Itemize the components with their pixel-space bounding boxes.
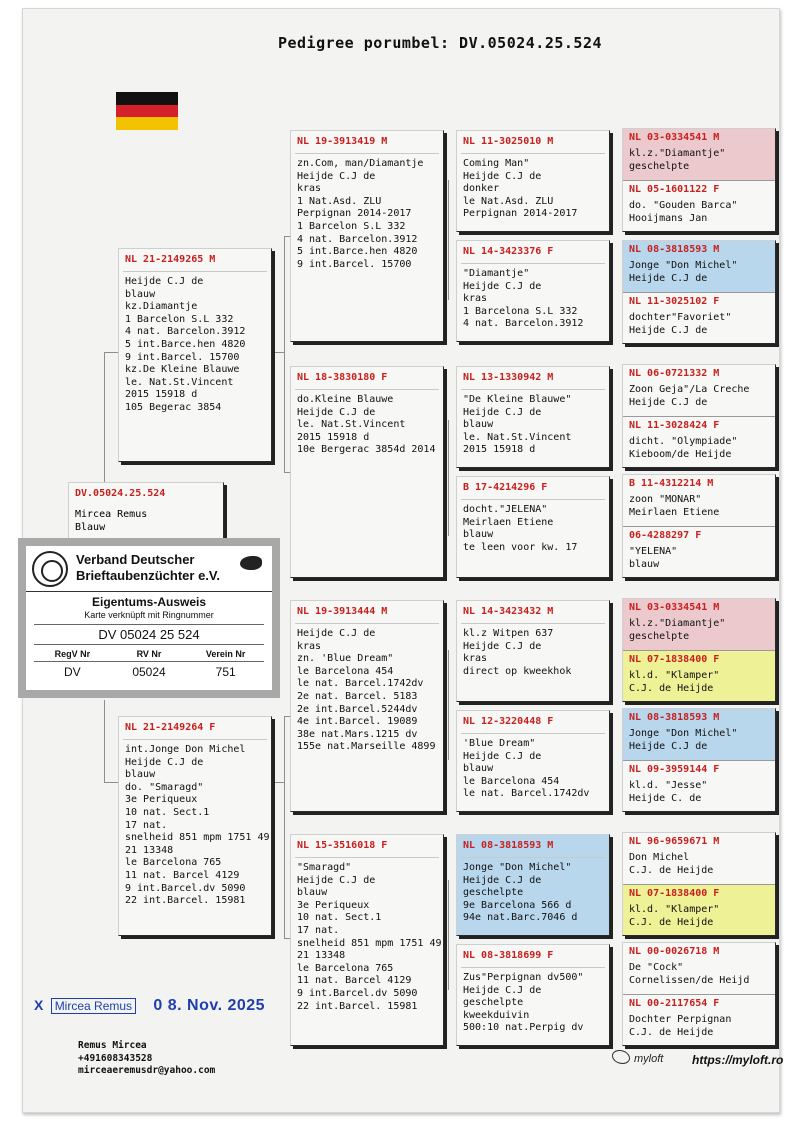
grandparent-ring: NL 18-3830180 F	[297, 372, 388, 383]
myloft-logo-icon	[612, 1050, 630, 1064]
gen4-entry	[623, 416, 775, 467]
ownership-card	[18, 538, 280, 698]
flag-stripe-gold	[116, 117, 178, 130]
flag-stripe-red	[116, 105, 178, 118]
owner-stamp	[34, 997, 265, 1015]
germany-flag-icon	[116, 92, 178, 130]
grandparent-card	[290, 366, 444, 578]
subject-pigeon-card	[68, 482, 224, 544]
gen4-pair	[622, 598, 776, 702]
great-grandparent-card	[456, 710, 610, 812]
great-grandparent-card	[456, 240, 610, 342]
great-grandparent-details: 'Blue Dream" Heijde C.J de blauw le Barcelona 454 le nat. Barcel.1742dv	[463, 738, 590, 800]
connector	[448, 650, 449, 760]
gen4-entry	[623, 180, 775, 231]
ownership-col	[111, 647, 188, 682]
ownership-col	[34, 647, 111, 682]
gen4-entry	[623, 365, 775, 416]
association-name-line1: Verband Deutscher	[76, 552, 195, 567]
grandparent-ring: NL 19-3913419 M	[297, 136, 388, 147]
ownership-col-header: RV Nr	[111, 647, 188, 662]
gen4-details: kl.z."Diamantje" geschelpte	[629, 618, 726, 642]
brand-name: myloft	[634, 1053, 664, 1065]
grandparent-details: "Smaragd" Heijde C.J de blauw 3e Periqueux 10 nat. Sect.1 17 nat. snelheid 851 mpm 1751 49 21 13348 le Barcelona 765 11 nat. Barcel 4129 9 int.Barcel.dv 5090 22 int.Barcel. 15981	[297, 862, 442, 1012]
gen4-ring: B 11-4312214 M	[629, 478, 714, 489]
connector	[104, 700, 105, 782]
gen4-entry	[623, 994, 775, 1045]
great-grandparent-ring: NL 14-3423376 F	[463, 246, 554, 257]
great-grandparent-details: docht."JELENA" Meirlaen Etiene blauw te leen voor kw. 17	[463, 504, 578, 553]
pigeon-icon	[240, 556, 262, 570]
gen4-details: zoon "MONAR" Meirlaen Etiene	[629, 494, 720, 518]
great-grandparent-details: kl.z Witpen 637 Heijde C.J de kras direct op kweekhok	[463, 628, 572, 677]
ownership-col-header: RegV Nr	[34, 647, 111, 662]
great-grandparent-card	[456, 600, 610, 702]
great-grandparent-ring: NL 08-3818699 F	[463, 950, 554, 961]
association-name	[76, 552, 220, 584]
great-grandparent-card	[456, 130, 610, 232]
gen4-ring: NL 03-0334541 M	[629, 132, 720, 143]
gen4-entry	[623, 241, 775, 292]
gen4-ring: NL 11-3028424 F	[629, 420, 720, 431]
association-name-line2: Brieftaubenzüchter e.V.	[76, 568, 221, 583]
ownership-card-header	[26, 546, 272, 592]
great-grandparent-ring: NL 14-3423432 M	[463, 606, 554, 617]
gen4-details: kl.d. "Klamper" C.J. de Heijde	[629, 904, 720, 928]
gen4-ring: NL 96-9659671 M	[629, 836, 720, 847]
sire-details: Heijde C.J de blauw kz.Diamantje 1 Barcelon S.L 332 4 nat. Barcelon.3912 5 int.Barce.hen 4820 9 int.Barcel. 15700 kz.De Kleine Blauwe le. Nat.St.Vincent 2015 15918 d 105 Begerac 3854	[125, 276, 246, 413]
grandparent-ring: NL 19-3913444 M	[297, 606, 388, 617]
connector	[448, 420, 449, 536]
gen4-details: dochter"Favoriet" Heijde C.J de	[629, 312, 732, 336]
gen4-entry	[623, 650, 775, 701]
sire-card	[118, 248, 272, 462]
connector	[284, 236, 285, 472]
gen4-entry	[623, 943, 775, 994]
gen4-details: Don Michel C.J. de Heijde	[629, 852, 714, 876]
gen4-pair	[622, 474, 776, 578]
gen4-entry	[623, 475, 775, 526]
gen4-pair	[622, 942, 776, 1046]
ownership-number-table	[34, 647, 264, 682]
great-grandparent-card	[456, 476, 610, 578]
great-grandparent-details: Coming Man" Heijde C.J de donker le Nat.Asd. ZLU Perpignan 2014-2017	[463, 158, 578, 220]
website-link[interactable]: https://myloft.ro	[692, 1053, 784, 1067]
connector	[272, 782, 284, 783]
contact-email: mirceaeremusdr@yahoo.com	[78, 1065, 216, 1076]
gen4-details: Jonge "Don Michel" Heijde C.J de	[629, 260, 738, 284]
great-grandparent-ring: NL 12-3220448 F	[463, 716, 554, 727]
gen4-details: Zoon Geja"/La Creche Heijde C.J de	[629, 384, 750, 408]
ownership-card-body	[26, 546, 272, 690]
great-grandparent-details: Jonge "Don Michel" Heijde C.J de geschelpte 9e Barcelona 566 d 94e nat.Barc.7046 d	[463, 862, 578, 924]
gen4-entry	[623, 709, 775, 760]
ownership-col-header: Verein Nr	[187, 647, 264, 662]
grandparent-card	[290, 130, 444, 342]
gen4-ring: NL 11-3025102 F	[629, 296, 720, 307]
gen4-ring: NL 08-3818593 M	[629, 712, 720, 723]
owner-contact	[78, 1040, 215, 1078]
stamp-date: 0 8. Nov. 2025	[153, 997, 266, 1014]
subject-details: Mircea Remus Blauw	[75, 509, 148, 533]
gen4-ring: 06-4288297 F	[629, 530, 702, 541]
gen4-pair	[622, 832, 776, 936]
connector	[448, 180, 449, 300]
great-grandparent-ring: B 17-4214296 F	[463, 482, 548, 493]
great-grandparent-details: "De Kleine Blauwe" Heijde C.J de blauw le. Nat.St.Vincent 2015 15918 d	[463, 394, 572, 456]
gen4-entry	[623, 833, 775, 884]
gen4-details: kl.d. "Klamper" C.J. de Heijde	[629, 670, 720, 694]
grandparent-details: do.Kleine Blauwe Heijde C.J de le. Nat.St.Vincent 2015 15918 d 10e Bergerac 3854d 2014	[297, 394, 436, 456]
gen4-ring: NL 05-1601122 F	[629, 184, 720, 195]
great-grandparent-card	[456, 944, 610, 1046]
contact-phone: +491608343528	[78, 1052, 153, 1064]
great-grandparent-ring: NL 08-3818593 M	[463, 840, 554, 851]
connector	[284, 716, 285, 938]
gen4-details: Jonge "Don Michel" Heijde C.J de	[629, 728, 738, 752]
ownership-col-value: 05024	[132, 665, 166, 679]
stamp-name: Mircea Remus	[51, 998, 136, 1014]
ownership-col	[187, 647, 264, 682]
great-grandparent-details: "Diamantje" Heijde C.J de kras 1 Barcelona S.L 332 4 nat. Barcelon.3912	[463, 268, 584, 330]
grandparent-card	[290, 834, 444, 1046]
gen4-entry	[623, 129, 775, 180]
contact-name: Remus Mircea	[78, 1040, 147, 1051]
gen4-ring: NL 09-3959144 F	[629, 764, 720, 775]
gen4-ring: NL 07-1838400 F	[629, 888, 720, 899]
ownership-ring-number: DV 05024 25 524	[34, 624, 264, 645]
connector	[104, 352, 105, 486]
gen4-entry	[623, 760, 775, 811]
dam-card	[118, 716, 272, 936]
gen4-ring: NL 07-1838400 F	[629, 654, 720, 665]
association-logo-icon	[32, 551, 68, 587]
great-grandparent-ring: NL 11-3025010 M	[463, 136, 554, 147]
gen4-ring: NL 03-0334541 M	[629, 602, 720, 613]
gen4-details: Dochter Perpignan C.J. de Heijde	[629, 1014, 732, 1038]
gen4-pair	[622, 708, 776, 812]
subject-ring: DV.05024.25.524	[75, 488, 166, 499]
gen4-pair	[622, 128, 776, 232]
gen4-ring: NL 08-3818593 M	[629, 244, 720, 255]
gen4-entry	[623, 599, 775, 650]
gen4-entry	[623, 526, 775, 577]
sire-ring: NL 21-2149265 M	[125, 254, 216, 265]
gen4-pair	[622, 364, 776, 468]
flag-stripe-black	[116, 92, 178, 105]
dam-details: int.Jonge Don Michel Heijde C.J de blauw do. "Smaragd" 3e Periqueux 10 nat. Sect.1 17 nat. snelheid 851 mpm 1751 49 21 13348 le Barcelona 765 11 nat. Barcel 4129 9 int.Barcel.dv 5090 22 int.Barcel. 15981	[125, 744, 270, 907]
great-grandparent-ring: NL 13-1330942 M	[463, 372, 554, 383]
ownership-card-subtitle: Karte verknüpft mit Ringnummer	[84, 610, 214, 620]
stamp-mark: X	[34, 997, 44, 1013]
grandparent-details: zn.Com, man/Diamantje Heijde C.J de kras 1 Nat.Asd. ZLU Perpignan 2014-2017 1 Barcelon S.L 332 4 nat. Barcelon.3912 5 int.Barce.hen 4820 9 int.Barcel. 15700	[297, 158, 424, 270]
gen4-ring: NL 00-2117654 F	[629, 998, 720, 1009]
gen4-details: do. "Gouden Barca" Hooijmans Jan	[629, 200, 738, 224]
grandparent-details: Heijde C.J de kras zn. 'Blue Dream" le Barcelona 454 le nat. Barcel.1742dv 2e nat. Barcel. 5183 2e int.Barcel.5244dv 4e int.Barcel. 19089 38e nat.Mars.1215 dv 155e nat.Marseille 4899	[297, 628, 436, 753]
ownership-col-value: 751	[215, 665, 236, 679]
gen4-details: De "Cock" Cornelissen/de Heijd	[629, 962, 750, 986]
grandparent-card	[290, 600, 444, 812]
gen4-entry	[623, 292, 775, 343]
gen4-details: "YELENA" blauw	[629, 546, 678, 570]
gen4-pair	[622, 240, 776, 344]
dam-ring: NL 21-2149264 F	[125, 722, 216, 733]
connector	[448, 880, 449, 990]
gen4-details: dicht. "Olympiade" Kieboom/de Heijde	[629, 436, 738, 460]
page-title: Pedigree porumbel: DV.05024.25.524	[277, 34, 603, 52]
grandparent-ring: NL 15-3516018 F	[297, 840, 388, 851]
gen4-entry	[623, 884, 775, 935]
gen4-details: kl.z."Diamantje" geschelpte	[629, 148, 726, 172]
gen4-details: kl.d. "Jesse" Heijde C. de	[629, 780, 708, 804]
great-grandparent-card	[456, 366, 610, 468]
gen4-ring: NL 06-0721332 M	[629, 368, 720, 379]
gen4-ring: NL 00-0026718 M	[629, 946, 720, 957]
ownership-col-value: DV	[64, 665, 81, 679]
great-grandparent-details: Zus"Perpignan dv500" Heijde C.J de geschelpte kweekduivin 500:10 nat.Perpig dv	[463, 972, 584, 1034]
connector	[272, 352, 284, 353]
great-grandparent-card	[456, 834, 610, 936]
ownership-card-title: Eigentums-Ausweis	[91, 595, 207, 609]
